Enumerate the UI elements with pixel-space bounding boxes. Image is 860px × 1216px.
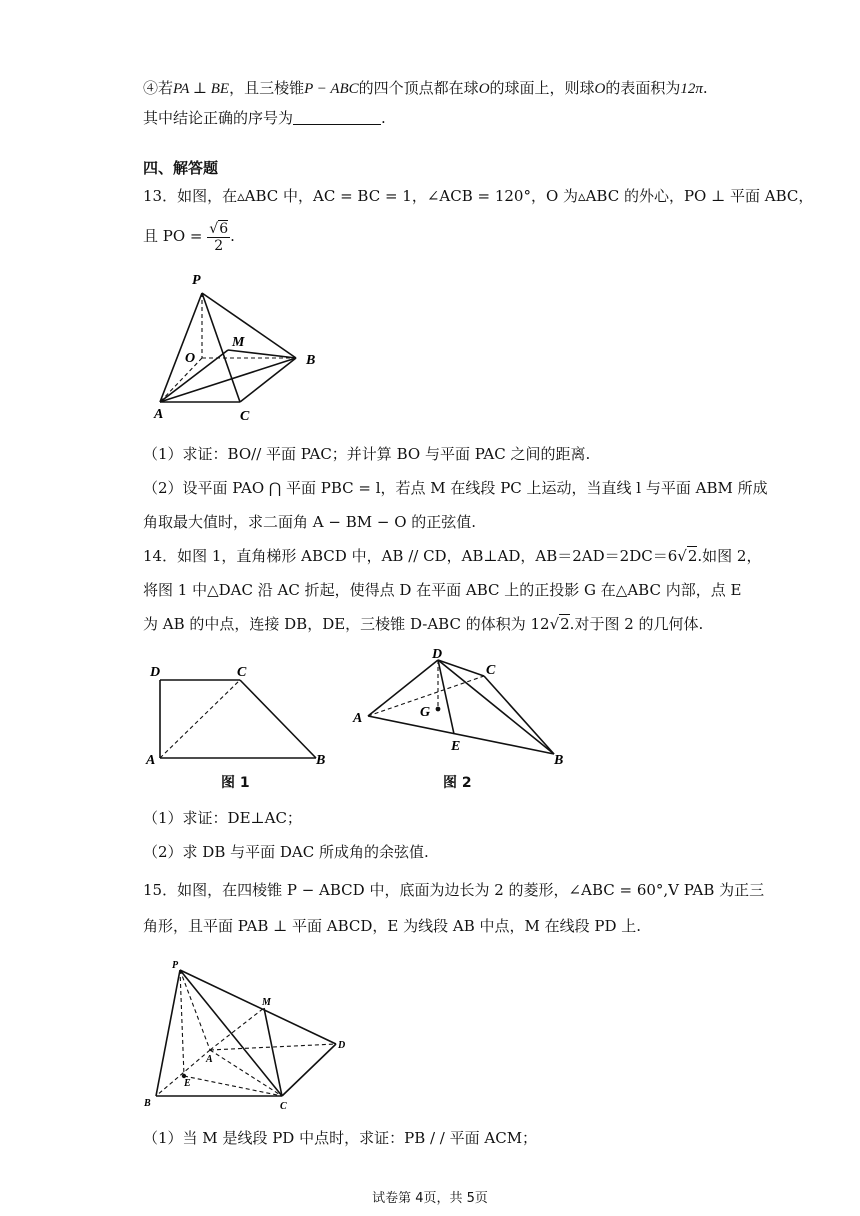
q15-stem-line1: 15．如图，在四棱锥 P − ABCD 中，底面为边长为 2 的菱形，∠ABC = 60°,V PAB 为正三 bbox=[143, 881, 765, 899]
edge-CB bbox=[240, 680, 316, 758]
label-D: D bbox=[150, 665, 161, 680]
label-C: C bbox=[280, 1101, 287, 1112]
label-A: A bbox=[353, 711, 363, 726]
edge-DC bbox=[438, 660, 484, 676]
label-M: M bbox=[232, 335, 245, 350]
fraction: $\frac{√6}{2}$ bbox=[209, 220, 229, 254]
label-B: B bbox=[144, 1098, 151, 1109]
q13-part2-line2: 角取最大值时，求二面角 A − BM − O 的正弦值. bbox=[143, 513, 477, 531]
answer-blank[interactable] bbox=[293, 110, 381, 125]
label-B: B bbox=[554, 753, 564, 768]
label-P: P bbox=[172, 960, 179, 971]
label-E: E bbox=[184, 1078, 191, 1089]
q13-stem-line2: 且 PO = $\frac{√6}{2}$ . bbox=[143, 220, 235, 254]
edge-PC bbox=[180, 970, 282, 1096]
q13-stem-line1: 13．如图，在▵ABC 中，AC = BC = 1，∠ACB = 120°，O 为▵ABC 的外心，PO ⊥ 平面 ABC， bbox=[143, 187, 814, 205]
edge-PE bbox=[180, 970, 184, 1076]
edge-PD bbox=[180, 970, 336, 1044]
label-C: C bbox=[240, 409, 250, 424]
edge-PB bbox=[156, 970, 180, 1096]
section-heading: 四、解答题 bbox=[143, 159, 219, 177]
q13-part1: （1）求证：BO// 平面 PAC；并计算 BO 与平面 PAC 之间的距离. bbox=[143, 445, 591, 463]
q15-part1: （1）当 M 是线段 PD 中点时，求证：PB / / 平面 ACM； bbox=[143, 1129, 538, 1147]
label-B: B bbox=[316, 753, 326, 768]
label-C: C bbox=[237, 665, 247, 680]
label-A: A bbox=[206, 1054, 213, 1065]
label-O: O bbox=[185, 351, 196, 366]
q14-part1: （1）求证：DE⊥AC； bbox=[143, 809, 302, 827]
q12-option-4: ④若PA ⊥ BE，且三棱锥P − ABC的四个顶点都在球O的球面上，则球O的表面积为12π. bbox=[143, 79, 708, 97]
page-footer: 试卷第 4页，共 5页 bbox=[372, 1191, 488, 1206]
q14-part2: （2）求 DB 与平面 DAC 所成角的余弦值. bbox=[143, 843, 429, 861]
label-E: E bbox=[451, 739, 461, 754]
label-B: B bbox=[306, 353, 316, 368]
edge-PB bbox=[202, 293, 296, 358]
label-D: D bbox=[338, 1040, 346, 1051]
q14-stem-line2: 将图 1 中△DAC 沿 AC 折起，使得点 D 在平面 ABC 上的正投影 G 在△ABC 内部，点 E bbox=[143, 581, 742, 599]
edge-CB bbox=[240, 358, 296, 402]
q12-answer-line: 其中结论正确的序号为 . bbox=[143, 109, 386, 127]
q13-figure bbox=[148, 266, 338, 426]
label-A: A bbox=[146, 753, 156, 768]
label-G: G bbox=[420, 705, 431, 720]
label-M: M bbox=[262, 997, 271, 1008]
edge-MC bbox=[264, 1008, 282, 1096]
edge-AM bbox=[210, 1008, 264, 1050]
q13-part2-line1: （2）设平面 PAO ⋂ 平面 PBC = l，若点 M 在线段 PC 上运动，当直线 l 与平面 ABM 所成 bbox=[143, 479, 768, 497]
point-G bbox=[436, 707, 441, 712]
q14-stem-line1: 14．如图 1，直角梯形 ABCD 中，AB // CD，AB⊥AD，AB＝2AD＝2DC＝6√2.如图 2， bbox=[143, 547, 762, 565]
edge-AC bbox=[160, 680, 240, 758]
q14-stem-line3: 为 AB 的中点，连接 DB，DE，三棱锥 D-ABC 的体积为 12√2.对于图 2 的几何体. bbox=[143, 615, 704, 633]
q15-stem-line2: 角形，且平面 PAB ⊥ 平面 ABCD，E 为线段 AB 中点，M 在线段 PD 上. bbox=[143, 917, 642, 935]
q14-figure-2 bbox=[348, 644, 570, 770]
q14-figure-1 bbox=[144, 660, 334, 772]
label-A: A bbox=[154, 407, 164, 422]
q15-figure bbox=[140, 958, 354, 1112]
fig2-caption: 图 2 bbox=[443, 775, 472, 791]
edge-CD bbox=[282, 1044, 336, 1096]
label-D: D bbox=[432, 647, 443, 662]
edge-AB bbox=[368, 716, 554, 754]
label-C: C bbox=[486, 663, 496, 678]
label-P: P bbox=[192, 273, 201, 288]
fig1-caption: 图 1 bbox=[221, 775, 250, 791]
